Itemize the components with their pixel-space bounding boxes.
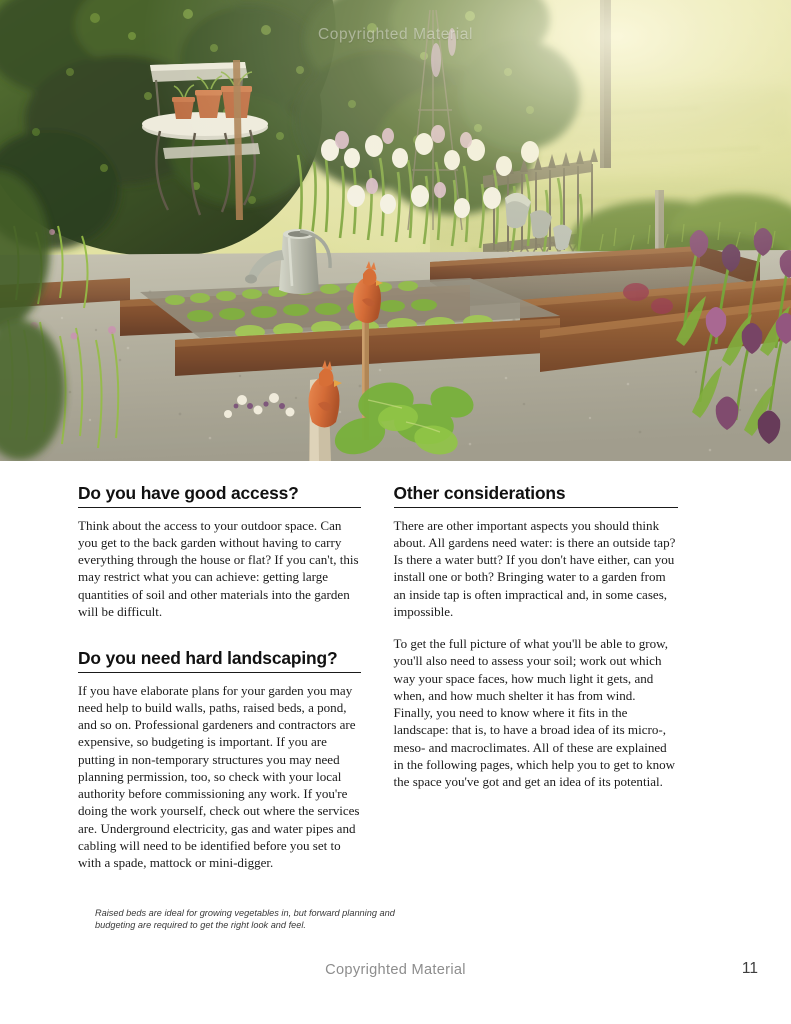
heading-good-access: Do you have good access? [78,483,361,508]
copyright-notice: Copyrighted Material [325,962,466,978]
left-column [78,483,361,871]
paragraph-good-access: Think about the access to your outdoor space. Can you get to the back garden without having to carry everything through the house or flat? If you can't, this may restrict what you can achieve: getting large quantities of soil and other materials into the garden will be difficult. [78,517,359,619]
right-column [394,483,678,871]
paragraph-other-considerations-1: There are other important aspects you should think about. All gardens need water: is there an outside tap? Is there a water butt? If you don't have either, can you install one or both? Bringing water to a garden from an inside tap is often impractical and, in some cases, impossible. [393,517,676,619]
two-column-text [78,483,678,871]
photo-watermark: Copyrighted Material [317,26,473,43]
page-number: 11 [741,960,758,977]
heading-other-considerations: Other considerations [394,483,678,508]
page-footer [0,946,791,1024]
caption-text: Raised beds are ideal for growing vegetables in, but forward planning and budgeting are required to get the right look and feel. [95,908,395,931]
photo-caption [78,907,408,932]
heading-hard-landscaping: Do you need hard landscaping? [78,648,361,673]
paragraph-hard-landscaping: If you have elaborate plans for your garden you may need help to build walls, paths, raised beds, a pond, and so on. Professional gardeners and contractors are expensive, so budgeting is important. If you are putting in non-temporary structures you may need planning permission, too, so check with your local authority before commissioning any work. If you're doing the work yourself, check out where the services are. Underground electricity, gas and water pipes and cabling will need to be identified before you set to with a spade, mattock or mini-digger. [78,682,360,871]
garden-photograph [0,0,791,461]
garden-photo-illustration [0,0,791,461]
page-content [0,461,791,1024]
paragraph-other-considerations-2: To get the full picture of what you'll be able to grow, you'll also need to assess your soil; work out which way your space faces, how much light it gets, and when, and how much shelter it has from wind. Finally, you need to know where it fits in the landscape: that is, to have a broad idea of its micro-, meso- and macroclimates. All of these are explained in the following pages, which help you to get to know the space you've got and get an idea of its potential. [393,636,676,790]
